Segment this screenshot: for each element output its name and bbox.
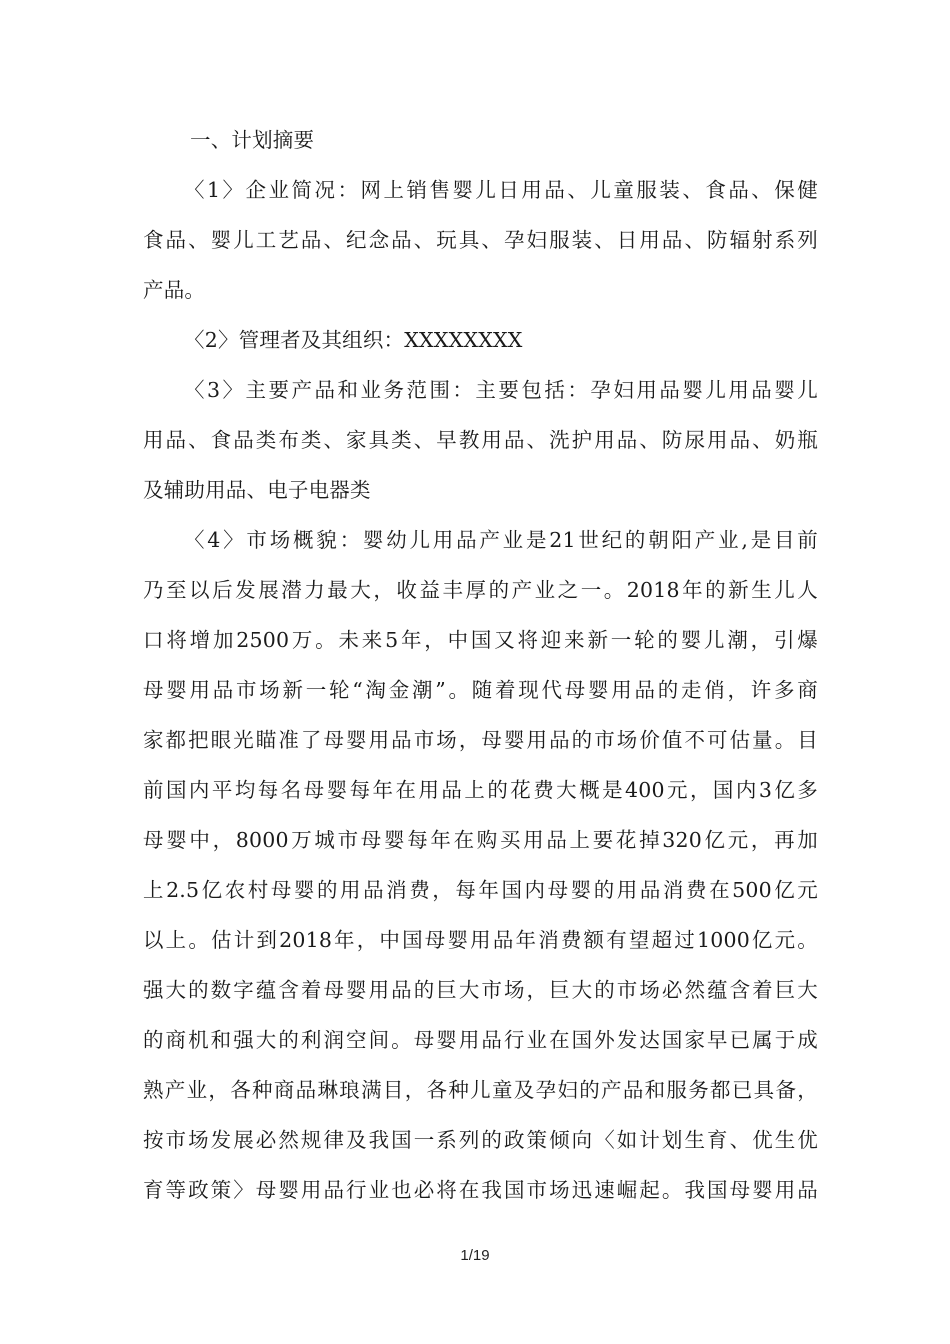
paragraph-line: 家都把眼光瞄准了母婴用品市场，母婴用品的市场价值不可估量。目	[143, 728, 818, 752]
paragraph-line: 熟产业，各种商品琳琅满目，各种儿童及孕妇的产品和服务都已具备，	[143, 1078, 818, 1102]
paragraph-line: 母婴用品市场新一轮“淘金潮”。随着现代母婴用品的走俏，许多商	[143, 678, 818, 702]
paragraph-line: 强大的数字蕴含着母婴用品的巨大市场，巨大的市场必然蕴含着巨大	[143, 978, 818, 1002]
paragraph-line: 〈4〉市场概貌：婴幼儿用品产业是21世纪的朝阳产业,是目前	[184, 528, 818, 552]
paragraph-line: 的商机和强大的利润空间。母婴用品行业在国外发达国家早已属于成	[143, 1028, 818, 1052]
paragraph-line: 前国内平均每名母婴每年在用品上的花费大概是400元，国内3亿多	[143, 778, 818, 802]
paragraph-line: 以上。估计到2018年，中国母婴用品年消费额有望超过1000亿元。	[143, 928, 818, 952]
page-number: 1/19	[460, 1247, 490, 1264]
paragraph-line: 食品、婴儿工艺品、纪念品、玩具、孕妇服装、日用品、防辐射系列	[143, 228, 818, 252]
paragraph-line: 育等政策〉母婴用品行业也必将在我国市场迅速崛起。我国母婴用品	[143, 1178, 818, 1202]
paragraph-line: 乃至以后发展潜力最大，收益丰厚的产业之一。2018年的新生儿人	[143, 578, 818, 602]
section-heading: 一、计划摘要	[190, 128, 315, 152]
paragraph-line: 用品、食品类布类、家具类、早教用品、洗护用品、防尿用品、奶瓶	[143, 428, 818, 452]
paragraph-line: 母婴中，8000万城市母婴每年在购买用品上要花掉320亿元，再加	[143, 828, 818, 852]
paragraph-line: 产品。	[143, 278, 206, 302]
paragraph-line: 〈2〉管理者及其组织：XXXXXXXX	[184, 328, 523, 352]
paragraph-line: 〈1〉企业简况：网上销售婴儿日用品、儿童服装、食品、保健	[184, 178, 818, 202]
paragraph-line: 口将增加2500万。未来5年，中国又将迎来新一轮的婴儿潮，引爆	[143, 628, 818, 652]
paragraph-line: 〈3〉主要产品和业务范围：主要包括：孕妇用品婴儿用品婴儿	[184, 378, 818, 402]
paragraph-line: 按市场发展必然规律及我国一系列的政策倾向〈如计划生育、优生优	[143, 1128, 818, 1152]
paragraph-line: 上2.5亿农村母婴的用品消费，每年国内母婴的用品消费在500亿元	[143, 878, 818, 902]
paragraph-line: 及辅助用品、电子电器类	[143, 478, 371, 502]
